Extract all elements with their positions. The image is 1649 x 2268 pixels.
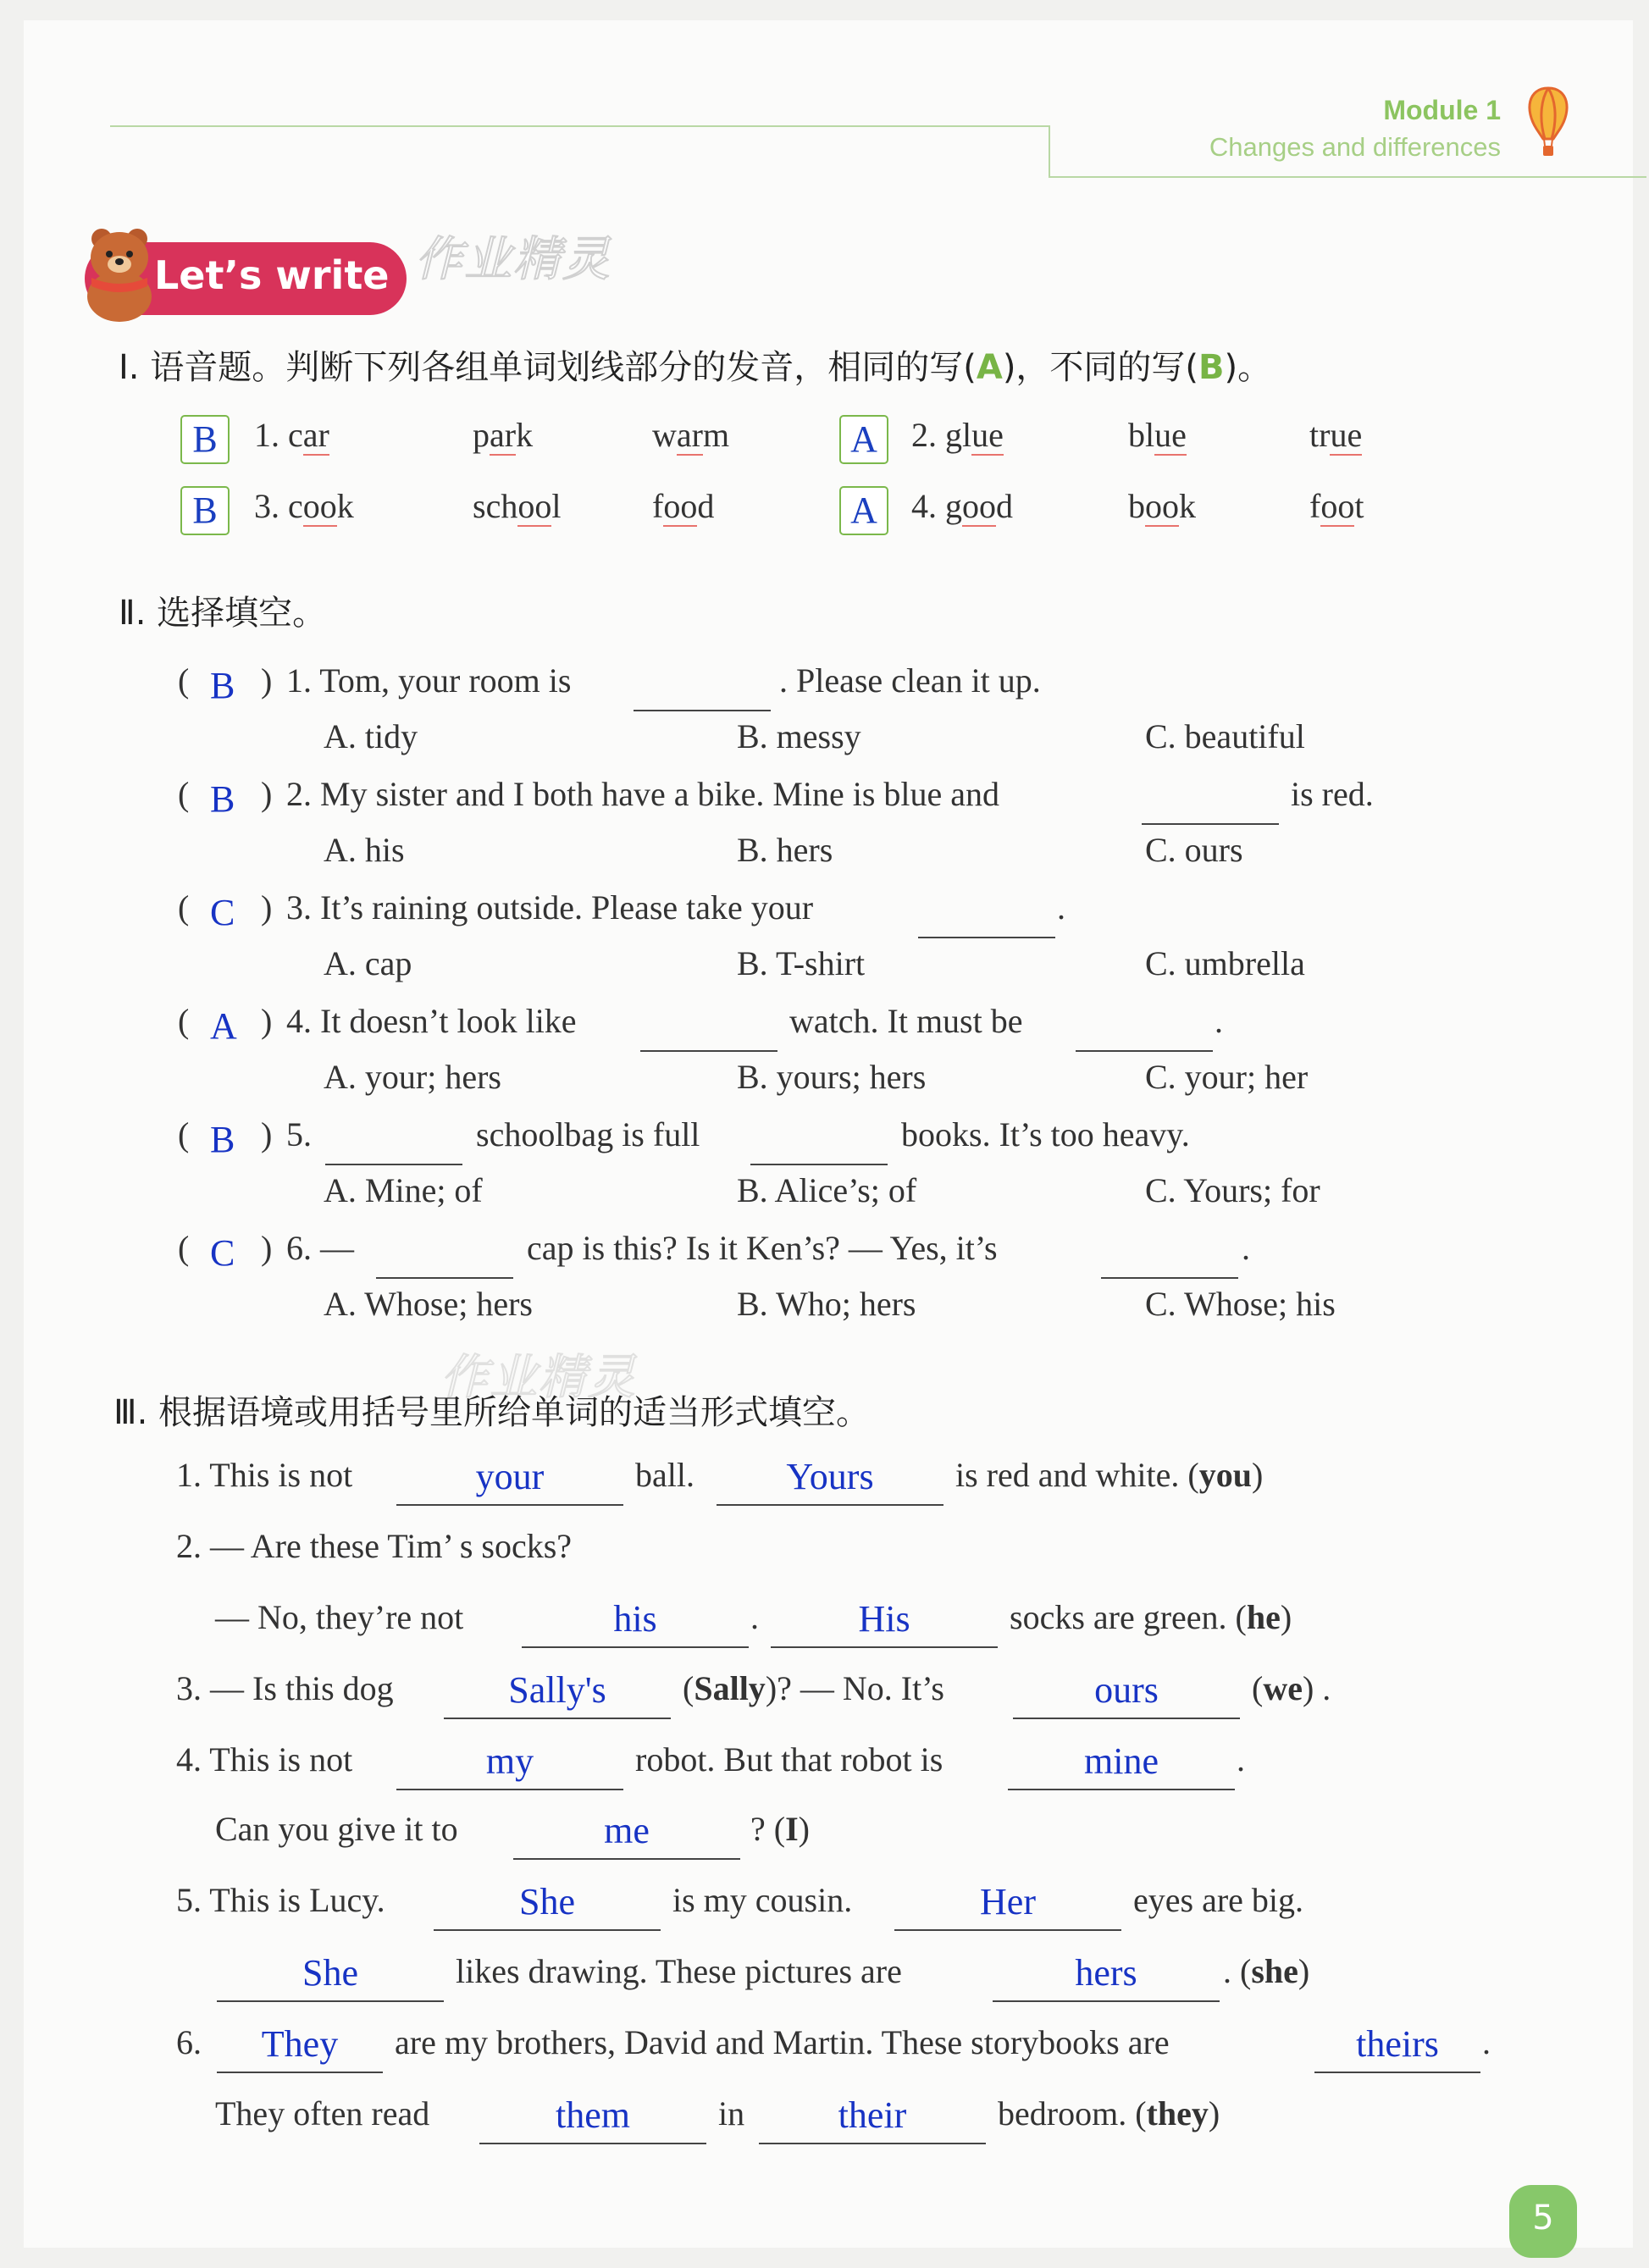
word: park bbox=[473, 416, 534, 454]
fill-text: — No, they’re not bbox=[215, 1598, 464, 1636]
answer-blank bbox=[376, 1275, 513, 1279]
fill-text: Can you give it to bbox=[215, 1810, 458, 1848]
mc-answer: A bbox=[210, 1005, 237, 1047]
word-group: 1. car bbox=[254, 416, 329, 454]
word-group: 4. good bbox=[911, 487, 1013, 525]
answer-blank bbox=[771, 1645, 998, 1648]
answer-blank bbox=[513, 1856, 740, 1860]
fill-text: 3. — Is this dog bbox=[176, 1669, 394, 1707]
option-a: A. Whose; hers bbox=[324, 1285, 533, 1323]
bracket-close: ) bbox=[261, 1115, 273, 1153]
mc-answer: C bbox=[210, 1232, 235, 1274]
mc-answer: C bbox=[210, 892, 235, 933]
bracket-close: ) bbox=[261, 1002, 273, 1040]
option-a: A. your; hers bbox=[324, 1058, 501, 1096]
question-text: . Please clean it up. bbox=[779, 661, 1041, 700]
question-text: watch. It must be bbox=[789, 1002, 1023, 1040]
answer-blank bbox=[396, 1787, 623, 1790]
option-b: B. T-shirt bbox=[737, 944, 866, 982]
mc-answer: B bbox=[210, 778, 235, 820]
fill-text: is red and white. (you) bbox=[955, 1456, 1264, 1494]
mc-answer: B bbox=[210, 665, 235, 706]
fill-answer: His bbox=[858, 1598, 910, 1640]
section2-heading: Ⅱ. 选择填空。 bbox=[119, 594, 327, 633]
fill-text: . bbox=[750, 1598, 759, 1636]
fill-answer: mine bbox=[1084, 1740, 1159, 1782]
question-text: 3. It’s raining outside. Please take your bbox=[286, 888, 814, 927]
question-text: 2. My sister and I both have a bike. Mine is blue and bbox=[286, 775, 1000, 813]
module-subtitle: Changes and differences bbox=[1209, 132, 1501, 162]
word-group: 3. cook bbox=[254, 487, 354, 525]
option-a: A. tidy bbox=[324, 717, 418, 755]
header-rule-step bbox=[1049, 125, 1050, 176]
fill-text: in bbox=[718, 2094, 745, 2132]
bracket-close: ) bbox=[261, 1229, 273, 1267]
watermark: 作业精灵 bbox=[440, 1350, 637, 1405]
option-c: C. ours bbox=[1145, 831, 1243, 869]
fill-answer: their bbox=[838, 2094, 907, 2136]
bracket-open: ( bbox=[178, 888, 190, 927]
fill-text: robot. But that robot is bbox=[635, 1740, 943, 1778]
word: foot bbox=[1309, 487, 1364, 525]
fill-text: They often read bbox=[215, 2094, 430, 2132]
answer-blank bbox=[634, 708, 771, 711]
question-text: 6. — bbox=[286, 1229, 354, 1267]
banner-title: Let’s write bbox=[154, 252, 390, 298]
question-text: is red. bbox=[1291, 775, 1374, 813]
answer-blank bbox=[1013, 1716, 1240, 1719]
answer-box: A bbox=[839, 415, 888, 464]
question-text: 1. Tom, your room is bbox=[286, 661, 572, 700]
fill-text: likes drawing. These pictures are bbox=[456, 1952, 902, 1990]
fill-answer: theirs bbox=[1356, 2023, 1439, 2065]
module-title: Module 1 bbox=[1383, 95, 1501, 125]
fill-text: are my brothers, David and Martin. These storybooks are bbox=[395, 2023, 1170, 2061]
option-a: A. Mine; of bbox=[324, 1171, 483, 1209]
header-rule bbox=[110, 125, 1050, 127]
answer-blank bbox=[396, 1502, 623, 1506]
answer-blank bbox=[1314, 2070, 1480, 2073]
fill-text: . bbox=[1482, 2023, 1491, 2061]
label-a: A bbox=[976, 348, 1003, 387]
answer-blank bbox=[918, 935, 1055, 938]
fill-text: 4. This is not bbox=[176, 1740, 353, 1778]
answer-blank bbox=[325, 1162, 462, 1165]
option-b: B. messy bbox=[737, 717, 861, 755]
answer-blank bbox=[1142, 821, 1279, 825]
bracket-open: ( bbox=[178, 661, 190, 700]
answer-blank bbox=[717, 1502, 943, 1506]
answer-blank bbox=[217, 2070, 383, 2073]
answer-box: A bbox=[839, 486, 888, 535]
answer-box: B bbox=[180, 415, 230, 464]
answer-blank bbox=[640, 1048, 777, 1052]
option-a: A. his bbox=[324, 831, 405, 869]
option-b: B. Who; hers bbox=[737, 1285, 916, 1323]
question-text: . bbox=[1242, 1229, 1250, 1267]
option-c: C. Whose; his bbox=[1145, 1285, 1336, 1323]
page-number-badge bbox=[1509, 2185, 1577, 2258]
bracket-close: ) bbox=[261, 775, 273, 813]
bracket-open: ( bbox=[178, 775, 190, 813]
question-text: schoolbag is full bbox=[476, 1115, 700, 1153]
fill-text: 2. — Are these Tim’ s socks? bbox=[176, 1527, 573, 1565]
fill-text: . bbox=[1237, 1740, 1245, 1778]
bracket-open: ( bbox=[178, 1115, 190, 1153]
option-a: A. cap bbox=[324, 944, 412, 982]
fill-answer: She bbox=[519, 1881, 575, 1922]
fill-text: 6. bbox=[176, 2023, 202, 2061]
option-b: B. yours; hers bbox=[737, 1058, 927, 1096]
question-text: . bbox=[1215, 1002, 1223, 1040]
word-group: 2. glue bbox=[911, 416, 1004, 454]
bear-mascot-icon bbox=[83, 227, 156, 322]
fill-answer: Yours bbox=[786, 1456, 874, 1497]
answer-blank bbox=[759, 2141, 986, 2144]
answer-blank bbox=[750, 1162, 888, 1165]
question-text: cap is this? Is it Ken’s? — Yes, it’s bbox=[527, 1229, 998, 1267]
question-text: 4. It doesn’t look like bbox=[286, 1002, 577, 1040]
fill-text: ball. bbox=[635, 1456, 694, 1494]
fill-answer: your bbox=[475, 1456, 545, 1497]
answer-blank bbox=[1101, 1275, 1238, 1279]
question-text: books. It’s too heavy. bbox=[901, 1115, 1190, 1153]
fill-answer: She bbox=[302, 1952, 358, 1994]
heading-text: Ⅰ. 语音题。判断下列各组单词划线部分的发音，相同的写( bbox=[119, 348, 977, 387]
word: blue bbox=[1128, 416, 1187, 454]
fill-text: (we) . bbox=[1252, 1669, 1331, 1707]
fill-text: 5. This is Lucy. bbox=[176, 1881, 385, 1919]
answer-blank bbox=[434, 1928, 661, 1931]
fill-text: ? (I) bbox=[750, 1810, 810, 1848]
fill-answer: ours bbox=[1094, 1669, 1159, 1711]
hot-air-balloon-icon bbox=[1521, 85, 1575, 166]
option-c: C. your; her bbox=[1145, 1058, 1309, 1096]
bracket-close: ) bbox=[261, 661, 273, 700]
answer-blank bbox=[993, 1999, 1220, 2002]
fill-answer: his bbox=[613, 1598, 657, 1640]
header-rule-right bbox=[1049, 176, 1646, 178]
fill-text: bedroom. (they) bbox=[998, 2094, 1220, 2132]
question-text: 5. bbox=[286, 1115, 312, 1153]
label-b: B bbox=[1198, 348, 1225, 387]
fill-answer: me bbox=[604, 1810, 650, 1851]
answer-blank bbox=[1008, 1787, 1235, 1790]
fill-text: is my cousin. bbox=[672, 1881, 853, 1919]
fill-answer: them bbox=[556, 2094, 630, 2136]
word: true bbox=[1309, 416, 1363, 454]
fill-text: . (she) bbox=[1223, 1952, 1310, 1990]
fill-answer: Sally's bbox=[508, 1669, 606, 1711]
word: school bbox=[473, 487, 562, 525]
heading-text: )，不同的写( bbox=[1002, 348, 1199, 387]
answer-blank bbox=[894, 1928, 1121, 1931]
fill-text: (Sally)? — No. It’s bbox=[683, 1669, 944, 1707]
word: book bbox=[1128, 487, 1196, 525]
fill-text: socks are green. (he) bbox=[1010, 1598, 1292, 1636]
section1-heading bbox=[119, 340, 1271, 389]
answer-blank bbox=[522, 1645, 749, 1648]
answer-blank bbox=[1076, 1048, 1213, 1052]
word: warm bbox=[652, 416, 730, 454]
fill-text: eyes are big. bbox=[1133, 1881, 1304, 1919]
watermark: 作业精灵 bbox=[415, 232, 611, 287]
bracket-open: ( bbox=[178, 1002, 190, 1040]
option-c: C. umbrella bbox=[1145, 944, 1305, 982]
fill-answer: They bbox=[261, 2023, 339, 2065]
answer-box: B bbox=[180, 486, 230, 535]
option-b: B. hers bbox=[737, 831, 833, 869]
mc-answer: B bbox=[210, 1119, 235, 1160]
bracket-open: ( bbox=[178, 1229, 190, 1267]
fill-answer: my bbox=[485, 1740, 534, 1782]
fill-text: 1. This is not bbox=[176, 1456, 353, 1494]
fill-answer: Her bbox=[980, 1881, 1036, 1922]
option-c: C. Yours; for bbox=[1145, 1171, 1320, 1209]
fill-answer: hers bbox=[1075, 1952, 1137, 1994]
answer-blank bbox=[479, 2141, 706, 2144]
answer-blank bbox=[217, 1999, 444, 2002]
bracket-close: ) bbox=[261, 888, 273, 927]
page-number: 5 bbox=[1532, 2199, 1554, 2238]
option-c: C. beautiful bbox=[1145, 717, 1305, 755]
answer-blank bbox=[444, 1716, 671, 1719]
option-b: B. Alice’s; of bbox=[737, 1171, 917, 1209]
heading-text: )。 bbox=[1224, 348, 1272, 387]
word: food bbox=[652, 487, 715, 525]
section3-heading: Ⅲ. 根据语境或用括号里所给单词的适当形式填空。 bbox=[113, 1393, 871, 1432]
question-text: . bbox=[1057, 888, 1065, 927]
